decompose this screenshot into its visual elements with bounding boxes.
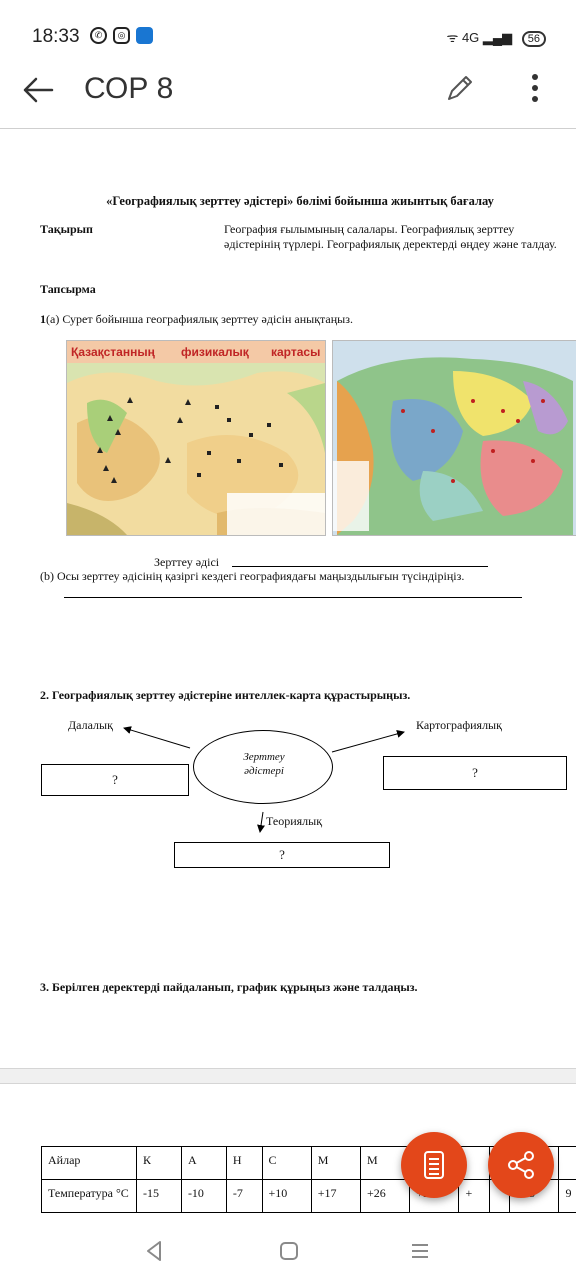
topic-text: География ғылымының салалары. Географиялық зерттеу әдістерінің түрлері. Географиялық деректерді өңдеу және талдау. [224,222,557,251]
mind-map-left-box[interactable]: ? [41,764,189,796]
map-title-word-2: физикалық [181,345,249,359]
edit-pencil-icon[interactable] [444,72,476,104]
question-1b: (b) Осы зерттеу әдісінің қазіргі кездегі географиядағы маңыздылығын түсіндіріңіз. [40,569,465,583]
table-cell: М [311,1147,360,1180]
question-2: 2. Географиялық зерттеу әдістеріне интеллек-карта құрастырыңыз. [40,688,411,702]
mind-map-right-label: Картографиялық [416,718,502,732]
question-1a-number: 1 [40,312,46,326]
mind-map-left-label: Далалық [68,718,113,732]
document-list-icon [423,1150,445,1180]
cloud-app-icon [136,27,153,44]
topic-label: Тақырып [40,222,93,236]
task-label: Тапсырма [40,282,96,296]
table-row-header: Температура °С [42,1180,137,1213]
table-cell: Н [226,1147,262,1180]
question-1a [40,312,353,327]
mind-map-bottom-box[interactable]: ? [174,842,390,868]
status-right [446,28,546,47]
map-title-word-1: Қазақстанның [71,345,155,359]
more-options-icon[interactable] [525,72,545,106]
mind-map-bottom-label: Теориялық [266,814,323,828]
status-time: 18:33 [32,26,80,47]
table-cell: + [459,1180,490,1213]
table-cell: А [181,1147,226,1180]
method-label: Зерттеу әдісі [154,555,220,569]
page-separator [0,1068,576,1084]
mind-map-center-line-2: әдістері [244,765,284,777]
page-title: СОР 8 [84,72,174,105]
nav-recents-icon[interactable] [410,1242,430,1260]
q1b-answer-line[interactable] [64,597,522,598]
table-cell: -15 [137,1180,182,1213]
usa-thematic-map [332,340,576,536]
nav-back-icon[interactable] [144,1240,164,1262]
table-cell: -7 [226,1180,262,1213]
table-cell: +10 [262,1180,311,1213]
table-cell: +26 [360,1180,409,1213]
status-bar [0,0,576,60]
share-button[interactable] [488,1132,554,1198]
method-answer-line[interactable] [232,566,488,567]
question-1a-text: (a) Сурет бойынша географиялық зерттеу әдісін анықтаңыз. [46,312,353,326]
table-cell [559,1147,576,1180]
kazakhstan-physical-map [66,340,326,536]
map-title-word-3: картасы [271,345,321,359]
signal-icon: ▂▄▆ [482,30,513,45]
document-list-button[interactable] [401,1132,467,1198]
document-heading: «Географиялық зерттеу әдістері» бөлімі бойынша жиынтық бағалау [106,194,494,208]
app-bar [0,60,576,129]
table-cell: 9 [559,1180,576,1213]
map-title-bar [67,341,325,363]
mind-map-right-box[interactable]: ? [383,756,567,790]
table-cell: М [360,1147,409,1180]
alarm-mute-icon: ᯤ [446,30,459,45]
battery-indicator: 56 [522,31,546,47]
table-cell: -10 [181,1180,226,1213]
table-cell: С [262,1147,311,1180]
nav-home-icon[interactable] [279,1241,299,1261]
question-3: 3. Берілген деректерді пайдаланып, график құрыңыз және талдаңыз. [40,980,418,994]
system-nav-bar [0,1222,576,1280]
instagram-icon: ◎ [113,27,130,44]
table-row-header: Айлар [42,1147,137,1180]
usa-map-image [333,341,576,535]
share-icon [506,1150,536,1180]
network-type: 4G [461,30,480,45]
table-cell: К [137,1147,182,1180]
back-arrow-icon[interactable] [22,76,54,104]
mind-map-center-line-1: Зерттеу [243,751,285,763]
kazakhstan-map-image [67,363,325,535]
mind-map-center [193,730,333,804]
whatsapp-icon: ✆ [90,27,107,44]
table-cell: +17 [311,1180,360,1213]
